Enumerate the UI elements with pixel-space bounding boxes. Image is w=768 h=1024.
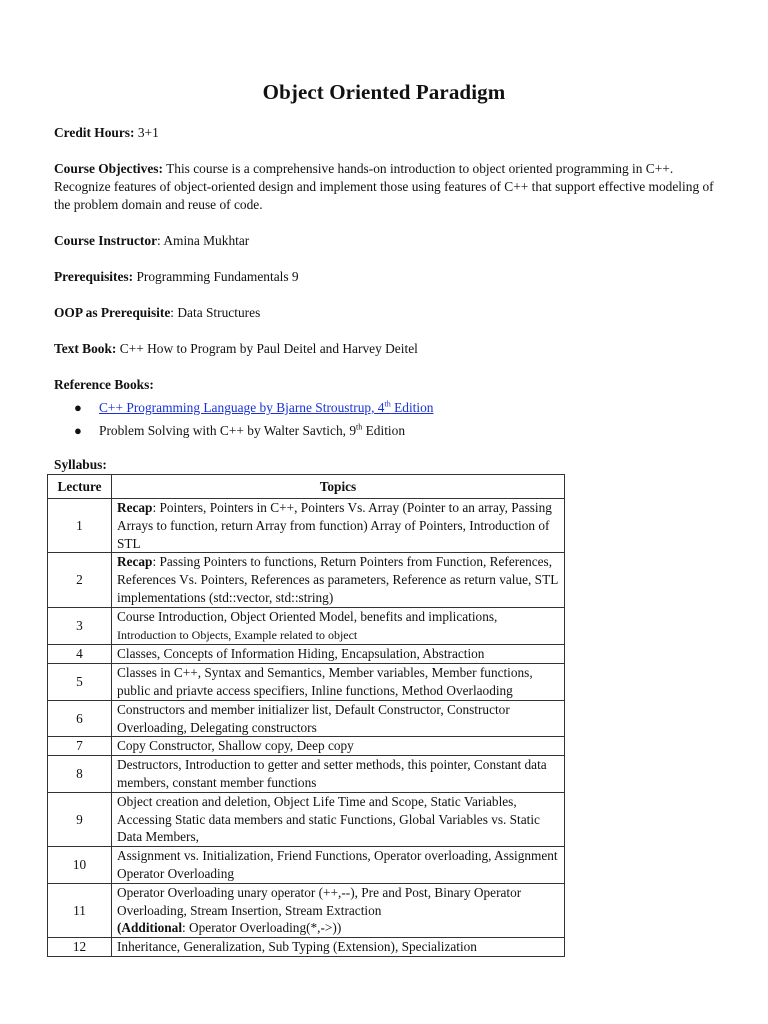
reference-books-label: Reference Books: [54,377,154,392]
course-instructor-value: : Amina Mukhtar [157,233,250,248]
credit-hours-label: Credit Hours: [54,125,135,140]
column-header-lecture: Lecture [48,475,112,499]
lecture-number: 8 [48,756,112,793]
lecture-topics: Copy Constructor, Shallow copy, Deep copy [112,737,565,756]
lecture-number: 7 [48,737,112,756]
oop-prerequisite [54,304,718,322]
credit-hours [54,124,718,142]
reference-book-text: Problem Solving with C++ by Walter Savtich, 9th Edition [99,422,406,438]
oop-prerequisite-value: : Data Structures [170,305,261,320]
oop-prerequisite-label: OOP as Prerequisite [54,305,171,320]
course-objectives [54,160,718,214]
bullet-icon: ● [74,400,82,415]
table-row [48,792,565,846]
text-book [54,340,718,358]
credit-hours-value: 3+1 [137,125,159,140]
table-row [48,499,565,553]
lecture-number: 10 [48,847,112,884]
lecture-topics: Constructors and member initializer list, Default Constructor, Constructor Overloading, Delegating constructors [112,700,565,737]
table-row [48,700,565,737]
table-row [48,847,565,884]
column-header-topics: Topics [112,475,565,499]
table-row [48,737,565,756]
table-header-row [48,475,565,499]
prerequisites-value: Programming Fundamentals 9 [136,269,299,284]
lecture-topics: Classes in C++, Syntax and Semantics, Member variables, Member functions, public and priavte access specifiers, Inline functions, Method Overlaoding [112,664,565,701]
course-instructor [54,232,718,250]
lecture-number: 11 [48,883,112,937]
syllabus-label: Syllabus: [54,457,107,472]
lecture-topics: Object creation and deletion, Object Life Time and Scope, Static Variables, Accessing Static data members and static Functions, Global Variables vs. Static Data Members, [112,792,565,846]
lecture-topics: Destructors, Introduction to getter and setter methods, this pointer, Constant data members, constant member functions [112,756,565,793]
reference-books-list [74,396,434,442]
lecture-number: 3 [48,607,112,645]
syllabus-table [47,474,565,957]
table-row [48,938,565,957]
table-row [48,553,565,607]
table-row [48,664,565,701]
lecture-number: 6 [48,700,112,737]
lecture-topics: Assignment vs. Initialization, Friend Functions, Operator overloading, Assignment Operator Overloading [112,847,565,884]
course-objectives-label: Course Objectives: [54,161,163,176]
lecture-number: 9 [48,792,112,846]
syllabus-heading [54,456,718,474]
lecture-number: 12 [48,938,112,957]
prerequisites [54,268,718,286]
lecture-topics: Inheritance, Generalization, Sub Typing (Extension), Specialization [112,938,565,957]
list-item [74,419,434,442]
prerequisites-label: Prerequisites: [54,269,134,284]
table-row [48,607,565,645]
lecture-topics: Recap: Passing Pointers to functions, Return Pointers from Function, References, References Vs. Pointers, References as parameters, Reference as return value, STL implementations (std::vector, std::string) [112,553,565,607]
course-instructor-label: Course Instructor [54,233,158,248]
lecture-number: 5 [48,664,112,701]
lecture-topics: Course Introduction, Object Oriented Model, benefits and implications, Introduction to Objects, Example related to object [112,607,565,645]
lecture-topics: Classes, Concepts of Information Hiding, Encapsulation, Abstraction [112,645,565,664]
lecture-number: 1 [48,499,112,553]
text-book-label: Text Book: [54,341,117,356]
lecture-number: 4 [48,645,112,664]
table-row [48,756,565,793]
course-objectives-text: This course is a comprehensive hands-on introduction to object oriented programming in C++. Recognize features of object-oriented design and implement those using features of C++ that support effective modeling of the problem domain and reuse of code. [54,161,714,212]
list-item [74,396,434,419]
lecture-topics: Recap: Pointers, Pointers in C++, Pointers Vs. Array (Pointer to an array, Passing Arrays to function, return Array from function) Array of Pointers, Introduction of STL [112,499,565,553]
table-row [48,883,565,937]
document-title: Object Oriented Paradigm [262,80,506,104]
bullet-icon: ● [74,423,82,438]
lecture-number: 2 [48,553,112,607]
table-row [48,645,565,664]
text-book-value: C++ How to Program by Paul Deitel and Harvey Deitel [119,341,418,356]
lecture-topics: Operator Overloading unary operator (++,--), Pre and Post, Binary Operator Overloading, Stream Insertion, Stream Extraction (Additional: Operator Overloading(*,->)) [112,883,565,937]
reference-book-link[interactable]: C++ Programming Language by Bjarne Stroustrup, 4th Edition [99,399,434,415]
reference-books-heading [54,376,718,394]
